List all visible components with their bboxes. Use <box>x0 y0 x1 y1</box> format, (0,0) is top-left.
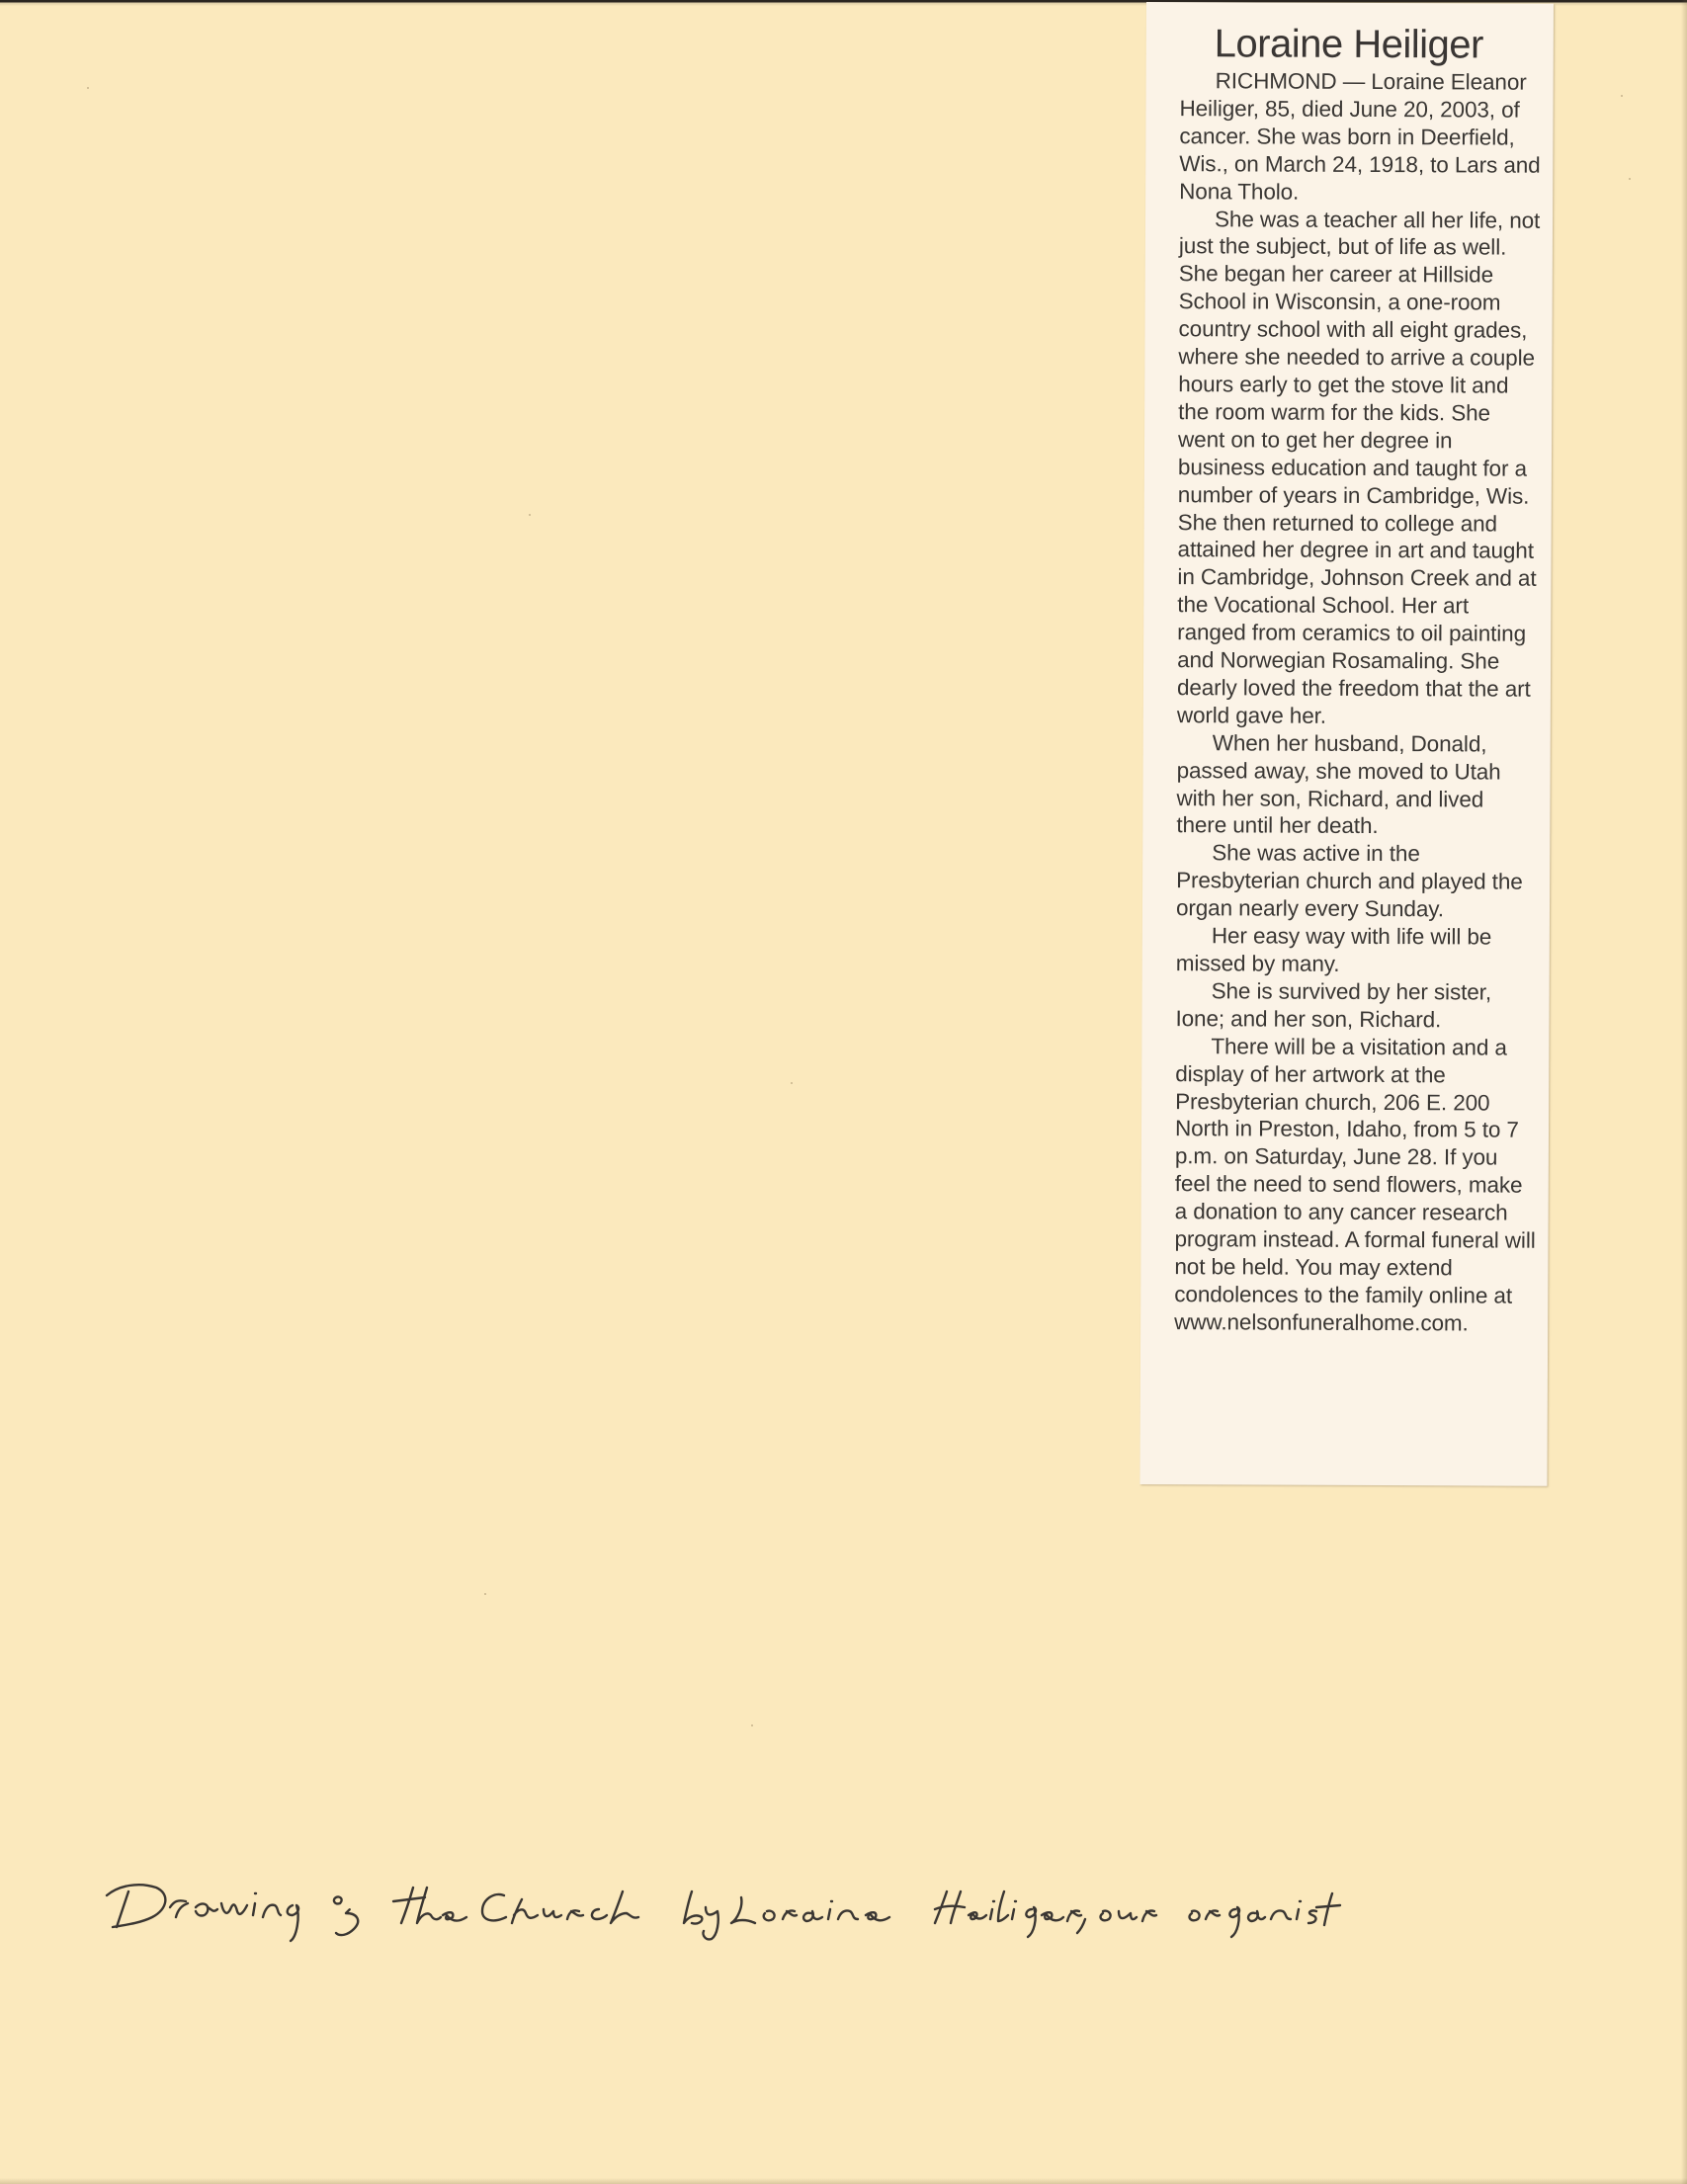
handwritten-caption <box>99 1848 1463 1957</box>
paper-speck <box>1629 178 1631 180</box>
obituary-paragraph: Her easy way with life will be missed by many. <box>1175 923 1492 976</box>
paper-speck <box>751 1724 753 1726</box>
obituary-paragraph: She is survived by her sister, Ione; and her son, Richard. <box>1175 978 1492 1033</box>
obituary-paragraph: RICHMOND — Loraine Eleanor Heiliger, 85, died June 20, 2003, of cancer. She was born in Deerfield, Wis., on March 24, 1918, to Lars and Nona Tholo. <box>1179 68 1541 205</box>
paper-speck <box>1621 95 1623 97</box>
paper-speck <box>791 1082 793 1084</box>
paper-speck <box>529 514 531 516</box>
obituary-body <box>1174 67 1542 1337</box>
obituary-paragraph: She was active in the Presbyterian church and played the organ nearly every Sunday. <box>1175 840 1523 922</box>
obituary-title: Loraine Heiliger <box>1214 22 1483 67</box>
obituary-paragraph: When her husband, Donald, passed away, she moved to Utah with her son, Richard, and lived there until her death. <box>1176 730 1501 839</box>
obituary-clipping <box>1139 2 1554 1486</box>
obituary-paragraph: There will be a visitation and a display of her artwork at the Presbyterian church, 206 E. 200 North in Preston, Idaho, from 5 to 7 p.m. on Saturday, June 28. If you feel the need to send flowers, make a donation to any cancer research program instead. A formal funeral will not be held. You may extend condolences to the family online at www.nelsonfuneralhome.com. <box>1174 1034 1536 1336</box>
page-right-edge <box>1681 0 1687 2184</box>
page-bottom-edge <box>0 2178 1687 2184</box>
paper-speck <box>87 87 89 89</box>
obituary-paragraph: She was a teacher all her life, not just the subject, but of life as well. She began her career at Hillside School in Wisconsin, a one-room country school with all eight grades, where she needed to arrive a couple hours early to get the stove lit and the room warm for the kids. She went on to get her degree in business education and taught for a number of years in Cambridge, Wis. She then returned to college and attained her degree in art and taught in Cambridge, Johnson Creek and at the Vocational School. Her art ranged from ceramics to oil painting and Norwegian Rosamaling. She dearly loved the freedom that the art world gave her. <box>1176 206 1541 728</box>
paper-speck <box>484 1593 486 1595</box>
